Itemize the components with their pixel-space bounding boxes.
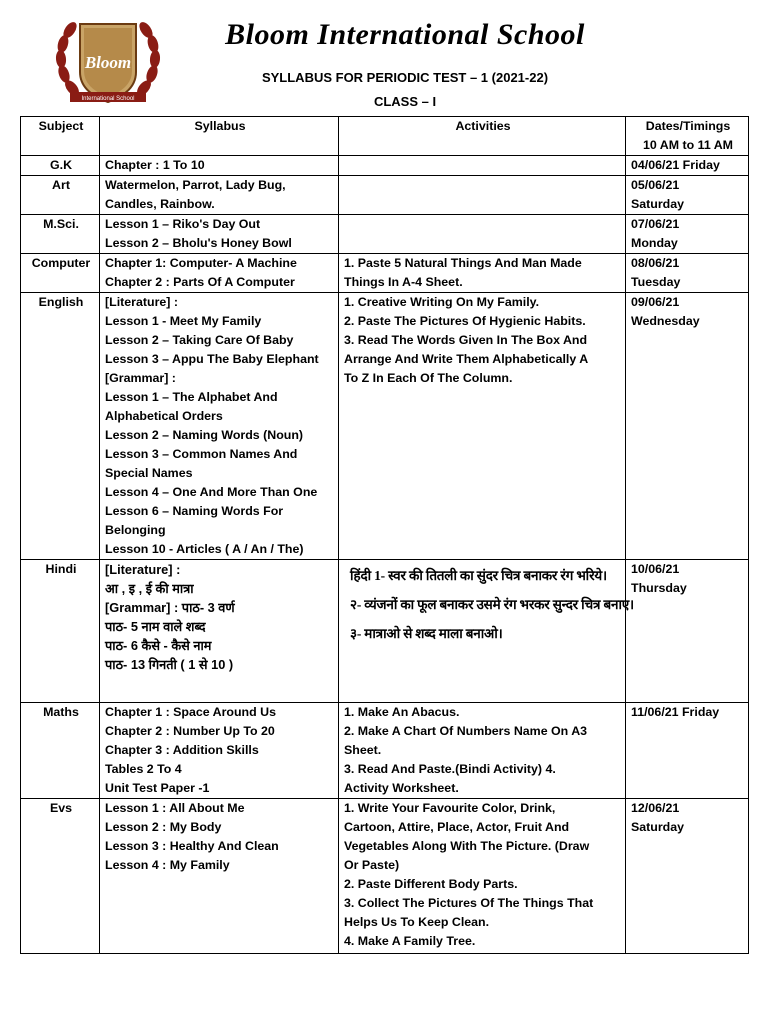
date-line: 10/06/21 bbox=[631, 562, 680, 576]
syllabus-line: Lesson 4 – One And More Than One bbox=[105, 485, 318, 499]
header-syllabus: Syllabus bbox=[100, 117, 339, 156]
header-dates: Dates/Timings 10 AM to 11 AM bbox=[626, 117, 749, 156]
syllabus-line: Chapter 2 : Number Up To 20 bbox=[105, 724, 275, 738]
syllabus-line: Lesson 3 – Common Names And bbox=[105, 447, 298, 461]
activities-line: Or Paste) bbox=[344, 858, 400, 872]
activities-line: Sheet. bbox=[344, 743, 382, 757]
syllabus-line: Tables 2 To 4 bbox=[105, 762, 182, 776]
date-line: 07/06/21 bbox=[631, 217, 680, 231]
syllabus-line: Chapter 1: Computer- A Machine bbox=[105, 256, 297, 270]
syllabus-line: पाठ- 13 गिनती ( 1 से 10 ) bbox=[105, 657, 234, 672]
date-line: 11/06/21 Friday bbox=[631, 705, 720, 719]
table-row bbox=[21, 254, 749, 293]
syllabus-line: Lesson 4 : My Family bbox=[105, 858, 230, 872]
header-activities: Activities bbox=[339, 117, 626, 156]
activities-line: Helps Us To Keep Clean. bbox=[344, 915, 490, 929]
activities-line: 1. Write Your Favourite Color, Drink, bbox=[344, 801, 556, 815]
date-line: Saturday bbox=[631, 197, 685, 211]
syllabus-cell bbox=[100, 560, 339, 703]
activities-line: 4. Make A Family Tree. bbox=[344, 934, 476, 948]
date-line: 12/06/21 bbox=[631, 801, 680, 815]
syllabus-line: Watermelon, Parrot, Lady Bug, bbox=[105, 178, 286, 192]
date-line: Tuesday bbox=[631, 275, 681, 289]
syllabus-line: Lesson 3 – Appu The Baby Elephant bbox=[105, 352, 319, 366]
subject-cell bbox=[21, 176, 100, 215]
activities-line: २- व्यंजनों का फूल बनाकर उसमे रंग भरकर सुन्दर चित्र बनाए। bbox=[350, 597, 634, 612]
syllabus-line: Chapter 3 : Addition Skills bbox=[105, 743, 259, 757]
subject-label: M.Sci. bbox=[43, 217, 79, 231]
syllabus-line: Lesson 10 - Articles ( A / An / The) bbox=[105, 542, 304, 556]
activities-line: Activity Worksheet. bbox=[344, 781, 459, 795]
date-line: 09/06/21 bbox=[631, 295, 680, 309]
activities-line: ३- मात्राओ से शब्द माला बनाओ। bbox=[350, 626, 503, 641]
syllabus-subtitle: SYLLABUS FOR PERIODIC TEST – 1 (2021-22) bbox=[261, 70, 549, 85]
syllabus-line: Chapter : 1 To 10 bbox=[105, 158, 205, 172]
syllabus-line: Special Names bbox=[105, 466, 193, 480]
date-cell bbox=[626, 703, 749, 799]
syllabus-line: Lesson 1 – Riko's Day Out bbox=[105, 217, 261, 231]
syllabus-line: [Grammar] : पाठ- 3 वर्ण bbox=[105, 600, 235, 615]
syllabus-table bbox=[20, 116, 749, 954]
syllabus-line: [Literature] : bbox=[105, 295, 178, 309]
date-line: Thursday bbox=[631, 581, 687, 595]
date-cell bbox=[626, 254, 749, 293]
logo-subtext: International School bbox=[81, 96, 135, 102]
syllabus-line: Lesson 2 : My Body bbox=[105, 820, 222, 834]
syllabus-line: पाठ- 6 कैसे - कैसे नाम bbox=[105, 638, 212, 653]
syllabus-cell bbox=[100, 254, 339, 293]
activities-line: 1. Paste 5 Natural Things And Man Made bbox=[344, 256, 582, 270]
table-row bbox=[21, 799, 749, 954]
date-line: 04/06/21 Friday bbox=[631, 158, 720, 172]
activities-line: Arrange And Write Them Alphabetically A bbox=[344, 352, 589, 366]
activities-line: Vegetables Along With The Picture. (Draw bbox=[344, 839, 590, 853]
subject-label: G.K bbox=[49, 158, 73, 172]
activities-cell bbox=[339, 156, 626, 176]
date-line: Wednesday bbox=[631, 314, 700, 328]
syllabus-line: Chapter 2 : Parts Of A Computer bbox=[105, 275, 295, 289]
activities-cell bbox=[339, 215, 626, 254]
header-subject: Subject bbox=[21, 117, 100, 156]
activities-line: 2. Paste The Pictures Of Hygienic Habits. bbox=[344, 314, 586, 328]
subject-label: Hindi bbox=[45, 562, 77, 576]
activities-cell bbox=[339, 703, 626, 799]
table-row bbox=[21, 293, 749, 560]
subject-label: Evs bbox=[49, 801, 73, 815]
activities-line: To Z In Each Of The Column. bbox=[344, 371, 513, 385]
subject-cell bbox=[21, 254, 100, 293]
table-row bbox=[21, 176, 749, 215]
logo-text: Bloom bbox=[84, 53, 132, 72]
syllabus-cell bbox=[100, 799, 339, 954]
activities-line: हिंदी 1- स्वर की तितली का सुंदर चित्र बनाकर रंग भरिये। bbox=[350, 568, 607, 583]
syllabus-line: Candles, Rainbow. bbox=[105, 197, 215, 211]
table-header-row bbox=[21, 117, 749, 156]
syllabus-cell bbox=[100, 156, 339, 176]
activities-cell bbox=[339, 560, 634, 703]
school-logo bbox=[52, 10, 164, 110]
activities-cell bbox=[339, 293, 626, 560]
table-row bbox=[21, 560, 749, 703]
date-cell bbox=[626, 176, 749, 215]
date-cell bbox=[626, 215, 749, 254]
subject-label: Maths bbox=[43, 705, 79, 719]
syllabus-line: Chapter 1 : Space Around Us bbox=[105, 705, 276, 719]
class-line: CLASS – I bbox=[373, 94, 437, 109]
syllabus-line: Lesson 1 – The Alphabet And bbox=[105, 390, 278, 404]
date-cell bbox=[626, 560, 749, 703]
activities-line: 3. Read The Words Given In The Box And bbox=[344, 333, 588, 347]
syllabus-line: आ , इ , ई की मात्रा bbox=[105, 581, 194, 596]
date-line: 05/06/21 bbox=[631, 178, 680, 192]
syllabus-cell bbox=[100, 176, 339, 215]
syllabus-line: Lesson 2 – Naming Words (Noun) bbox=[105, 428, 304, 442]
syllabus-line: Alphabetical Orders bbox=[105, 409, 223, 423]
activities-line: 1. Creative Writing On My Family. bbox=[344, 295, 540, 309]
activities-line: Things In A-4 Sheet. bbox=[344, 275, 463, 289]
school-name: Bloom International School bbox=[225, 18, 585, 51]
date-cell bbox=[626, 293, 749, 560]
activities-line: Cartoon, Attire, Place, Actor, Fruit And bbox=[344, 820, 570, 834]
date-cell bbox=[626, 799, 749, 954]
table-row bbox=[21, 703, 749, 799]
syllabus-line: Unit Test Paper -1 bbox=[105, 781, 210, 795]
activities-line: 3. Collect The Pictures Of The Things That bbox=[344, 896, 594, 910]
date-line: Monday bbox=[631, 236, 678, 250]
syllabus-cell bbox=[100, 215, 339, 254]
syllabus-line: Lesson 2 – Taking Care Of Baby bbox=[105, 333, 294, 347]
subject-label: Computer bbox=[31, 256, 91, 270]
date-line: 08/06/21 bbox=[631, 256, 680, 270]
subject-cell bbox=[21, 799, 100, 954]
syllabus-line: [Literature] : bbox=[105, 562, 181, 577]
activities-line: 2. Make A Chart Of Numbers Name On A3 bbox=[344, 724, 588, 738]
activities-cell bbox=[339, 799, 626, 954]
date-cell bbox=[626, 156, 749, 176]
syllabus-line: पाठ- 5 नाम वाले शब्द bbox=[105, 619, 206, 634]
date-line: Saturday bbox=[631, 820, 685, 834]
syllabus-cell bbox=[100, 703, 339, 799]
activities-line: 1. Make An Abacus. bbox=[344, 705, 460, 719]
table-row bbox=[21, 215, 749, 254]
table-row bbox=[21, 156, 749, 176]
subject-cell bbox=[21, 156, 100, 176]
subject-label: Art bbox=[52, 178, 70, 192]
activities-cell bbox=[339, 254, 626, 293]
syllabus-line: Lesson 6 – Naming Words For bbox=[105, 504, 284, 518]
syllabus-line: Lesson 2 – Bholu's Honey Bowl bbox=[105, 236, 292, 250]
subject-cell bbox=[21, 703, 100, 799]
subject-cell bbox=[21, 293, 100, 560]
subject-cell bbox=[21, 215, 100, 254]
subject-cell bbox=[21, 560, 100, 703]
subject-label: English bbox=[38, 295, 84, 309]
syllabus-line: [Grammar] : bbox=[105, 371, 176, 385]
activities-line: 2. Paste Different Body Parts. bbox=[344, 877, 518, 891]
syllabus-line: Lesson 3 : Healthy And Clean bbox=[105, 839, 279, 853]
activities-cell bbox=[339, 176, 626, 215]
syllabus-line: Lesson 1 - Meet My Family bbox=[105, 314, 262, 328]
syllabus-line: Lesson 1 : All About Me bbox=[105, 801, 245, 815]
syllabus-cell bbox=[100, 293, 339, 560]
syllabus-line: Belonging bbox=[105, 523, 166, 537]
activities-line: 3. Read And Paste.(Bindi Activity) 4. bbox=[344, 762, 556, 776]
